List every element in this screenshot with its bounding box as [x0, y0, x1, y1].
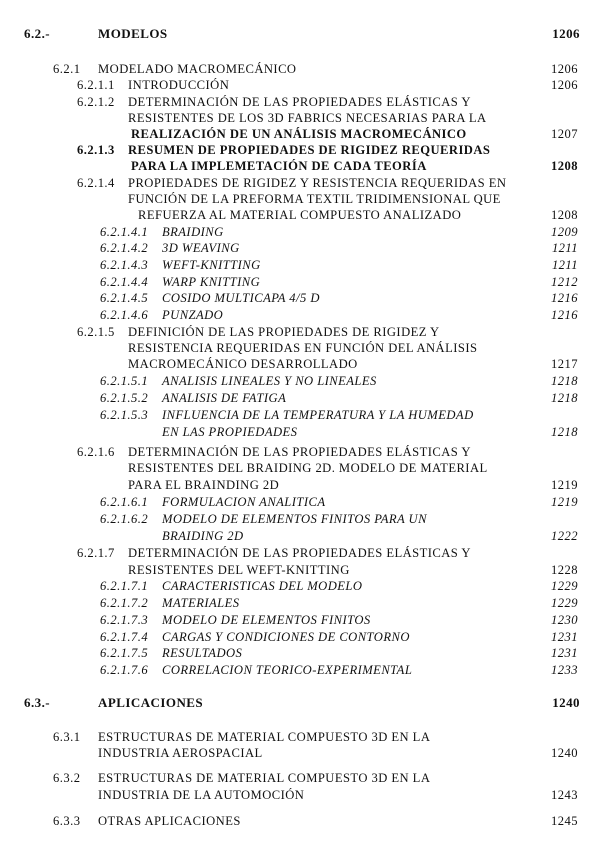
toc-entry-6-2-1-5-3-cont [0, 424, 600, 440]
section-number: 6.3.1 [53, 730, 81, 744]
page-number: 1218 [551, 391, 578, 405]
toc-entry-6-2-1-4-6 [0, 307, 600, 323]
section-title-line1: INFLUENCIA DE LA TEMPERATURA Y LA HUMEDAD [162, 408, 474, 422]
toc-entry-6-2-1-7-2 [0, 595, 600, 611]
toc-entry-6-2-1-6-2-cont [0, 528, 600, 544]
toc-entry-6-3 [0, 695, 600, 711]
page-number: 1206 [551, 78, 578, 92]
toc-entry-6-2-1-7-cont [0, 562, 600, 578]
section-title: CARACTERISTICAS DEL MODELO [162, 579, 363, 593]
toc-entry-6-2-1-7-6 [0, 662, 600, 678]
section-number: 6.2.1.4.1 [100, 225, 149, 239]
page-number: 1212 [551, 275, 578, 289]
page-number: 1219 [551, 495, 578, 509]
section-title-line1: RESUMEN DE PROPIEDADES DE RIGIDEZ REQUERIDAS [128, 143, 491, 157]
page-number: 1230 [551, 613, 578, 627]
section-title-line2: FUNCIÓN DE LA PREFORMA TEXTIL TRIDIMENSIONAL QUE [128, 192, 501, 206]
toc-entry-6-2-1-7 [0, 545, 600, 561]
section-title-line1: DEFINICIÓN DE LAS PROPIEDADES DE RIGIDEZ Y [128, 325, 440, 339]
section-number: 6.2.- [24, 26, 51, 41]
section-title: OTRAS APLICACIONES [98, 814, 241, 828]
page-number: 1216 [551, 291, 578, 305]
section-title: RESULTADOS [162, 646, 243, 660]
section-title-line2: RESISTENCIA REQUERIDAS EN FUNCIÓN DEL ANÁLISIS [128, 341, 478, 355]
section-title-line2: RESISTENTES DEL BRAIDING 2D. MODELO DE MATERIAL [128, 461, 488, 475]
section-number: 6.2.1.4.4 [100, 275, 149, 289]
page-number: 1211 [551, 258, 578, 272]
section-number: 6.2.1.4.3 [100, 258, 149, 272]
section-number: 6.2.1.6 [77, 445, 115, 459]
toc-entry-6-2-1-2 [0, 94, 600, 110]
section-title: WARP KNITTING [162, 275, 261, 289]
section-title-line2: EN LAS PROPIEDADES [162, 425, 298, 439]
toc-entry-6-2-1-5-cont [0, 356, 600, 372]
page-number: 1216 [551, 308, 578, 322]
section-number: 6.2.1.4 [77, 176, 115, 190]
toc-entry-6-2-1-4-cont [0, 207, 600, 223]
section-number: 6.2.1.7.4 [100, 630, 149, 644]
section-number: 6.2.1.2 [77, 95, 115, 109]
toc-entry-6-2 [0, 26, 600, 42]
section-title-line2: PARA LA IMPLEMETACIÓN DE CADA TEORÍA [131, 159, 427, 173]
page-number: 1240 [551, 746, 578, 760]
toc-entry-6-2-1-7-3 [0, 612, 600, 628]
section-title-line1: DETERMINACIÓN DE LAS PROPIEDADES ELÁSTICAS Y [128, 95, 471, 109]
section-number: 6.2.1.7.3 [100, 613, 149, 627]
section-number: 6.2.1.7 [77, 546, 115, 560]
section-title-line3: PARA EL BRAINDING 2D [128, 478, 280, 492]
section-title: WEFT-KNITTING [162, 258, 261, 272]
page-number: 1243 [551, 788, 578, 802]
section-title: PUNZADO [162, 308, 224, 322]
section-title-line2: INDUSTRIA AEROSPACIAL [98, 746, 263, 760]
toc-entry-6-2-1-4-1 [0, 224, 600, 240]
page-number: 1219 [551, 478, 578, 492]
page-number: 1222 [551, 529, 578, 543]
section-title: MODELADO MACROMECÁNICO [98, 62, 297, 76]
section-title-line1: MODELO DE ELEMENTOS FINITOS PARA UN [162, 512, 427, 526]
page-number: 1207 [551, 127, 578, 141]
toc-entry-6-2-1-6-1 [0, 494, 600, 510]
page-number: 1231 [551, 646, 578, 660]
page-number: 1206 [552, 26, 580, 41]
page-number: 1231 [551, 630, 578, 644]
section-number: 6.3.- [24, 695, 51, 710]
toc-entry-6-3-2 [0, 770, 600, 786]
section-title-line3: MACROMECÁNICO DESARROLLADO [128, 357, 358, 371]
section-title-line1: ESTRUCTURAS DE MATERIAL COMPUESTO 3D EN LA [98, 730, 431, 744]
section-number: 6.2.1.5.1 [100, 374, 149, 388]
page-number: 1211 [551, 241, 578, 255]
page-number: 1229 [551, 596, 578, 610]
toc-entry-6-2-1-7-4 [0, 629, 600, 645]
section-number: 6.2.1.4.5 [100, 291, 149, 305]
toc-entry-6-2-1-5 [0, 324, 600, 340]
toc-entry-6-2-1-6 [0, 444, 600, 460]
section-number: 6.3.3 [53, 814, 81, 828]
page-number: 1208 [551, 159, 578, 173]
section-title: INTRODUCCIÓN [128, 78, 230, 92]
toc-entry-6-2-1-2-cont [0, 126, 600, 142]
toc-entry-6-2-1-7-1 [0, 578, 600, 594]
toc-entry-6-2-1-6-cont [0, 477, 600, 493]
section-number: 6.2.1.7.1 [100, 579, 149, 593]
toc-entry-6-3-1-cont [0, 745, 600, 761]
section-title: ANALISIS LINEALES Y NO LINEALES [162, 374, 377, 388]
section-title: MODELOS [98, 26, 168, 41]
page-number: 1229 [551, 579, 578, 593]
section-title-line1: DETERMINACIÓN DE LAS PROPIEDADES ELÁSTICAS Y [128, 546, 471, 560]
section-number: 6.2.1.5.3 [100, 408, 149, 422]
section-title: MODELO DE ELEMENTOS FINITOS [162, 613, 371, 627]
section-number: 6.2.1.5.2 [100, 391, 149, 405]
toc-entry-6-2-1-6-2 [0, 511, 600, 527]
section-title-line1: PROPIEDADES DE RIGIDEZ Y RESISTENCIA REQUERIDAS EN [128, 176, 507, 190]
toc-entry-6-2-1-6-cont [0, 460, 600, 476]
section-number: 6.2.1.4.2 [100, 241, 149, 255]
section-number: 6.2.1.7.2 [100, 596, 149, 610]
section-title: MATERIALES [162, 596, 240, 610]
page-number: 1208 [551, 208, 578, 222]
section-title: FORMULACION ANALITICA [162, 495, 326, 509]
section-title-line2: BRAIDING 2D [162, 529, 244, 543]
page-number: 1218 [551, 425, 578, 439]
toc-entry-6-2-1-5-3 [0, 407, 600, 423]
page-number: 1228 [551, 563, 578, 577]
section-title-line1: ESTRUCTURAS DE MATERIAL COMPUESTO 3D EN LA [98, 771, 431, 785]
section-title-line1: DETERMINACIÓN DE LAS PROPIEDADES ELÁSTICAS Y [128, 445, 471, 459]
section-title-line2: RESISTENTES DEL WEFT-KNITTING [128, 563, 350, 577]
toc-entry-6-3-2-cont [0, 787, 600, 803]
section-number: 6.2.1.7.6 [100, 663, 149, 677]
toc-entry-6-2-1-4-3 [0, 257, 600, 273]
toc-entry-6-2-1-1 [0, 77, 600, 93]
page-number: 1218 [551, 374, 578, 388]
toc-entry-6-2-1-4-5 [0, 290, 600, 306]
toc-entry-6-2-1-7-5 [0, 645, 600, 661]
section-number: 6.2.1.4.6 [100, 308, 149, 322]
section-title: CORRELACION TEORICO-EXPERIMENTAL [162, 663, 413, 677]
section-number: 6.2.1 [53, 62, 81, 76]
page-number: 1217 [551, 357, 578, 371]
section-number: 6.2.1.5 [77, 325, 115, 339]
toc-entry-6-3-3 [0, 813, 600, 829]
toc-entry-6-2-1-4-cont [0, 191, 600, 207]
toc-entry-6-2-1-2-cont [0, 110, 600, 126]
toc-entry-6-2-1 [0, 61, 600, 77]
section-title: APLICACIONES [98, 695, 204, 710]
section-title: ANALISIS DE FATIGA [162, 391, 287, 405]
section-number: 6.3.2 [53, 771, 81, 785]
section-number: 6.2.1.6.2 [100, 512, 149, 526]
section-title-line3: REALIZACIÓN DE UN ANÁLISIS MACROMECÁNICO [131, 127, 467, 141]
page-number: 1206 [551, 62, 578, 76]
page-number: 1240 [552, 695, 580, 710]
page-number: 1245 [551, 814, 578, 828]
section-title: COSIDO MULTICAPA 4/5 D [162, 291, 320, 305]
section-title-line3: REFUERZA AL MATERIAL COMPUESTO ANALIZADO [138, 208, 462, 222]
toc-entry-6-2-1-3 [0, 142, 600, 158]
section-title: CARGAS Y CONDICIONES DE CONTORNO [162, 630, 410, 644]
section-title-line2: RESISTENTES DE LOS 3D FABRICS NECESARIAS PARA LA [128, 111, 487, 125]
section-number: 6.2.1.7.5 [100, 646, 149, 660]
section-title: 3D WEAVING [162, 241, 240, 255]
section-title-line2: INDUSTRIA DE LA AUTOMOCIÓN [98, 788, 305, 802]
page-number: 1233 [551, 663, 578, 677]
toc-entry-6-2-1-3-cont [0, 158, 600, 174]
toc-entry-6-2-1-5-cont [0, 340, 600, 356]
toc-entry-6-2-1-4-2 [0, 240, 600, 256]
toc-entry-6-3-1 [0, 729, 600, 745]
section-number: 6.2.1.3 [77, 143, 115, 157]
toc-entry-6-2-1-4-4 [0, 274, 600, 290]
section-number: 6.2.1.6.1 [100, 495, 149, 509]
toc-entry-6-2-1-5-2 [0, 390, 600, 406]
section-number: 6.2.1.1 [77, 78, 115, 92]
toc-entry-6-2-1-4 [0, 175, 600, 191]
toc-entry-6-2-1-5-1 [0, 373, 600, 389]
page-number: 1209 [551, 225, 578, 239]
section-title: BRAIDING [162, 225, 224, 239]
